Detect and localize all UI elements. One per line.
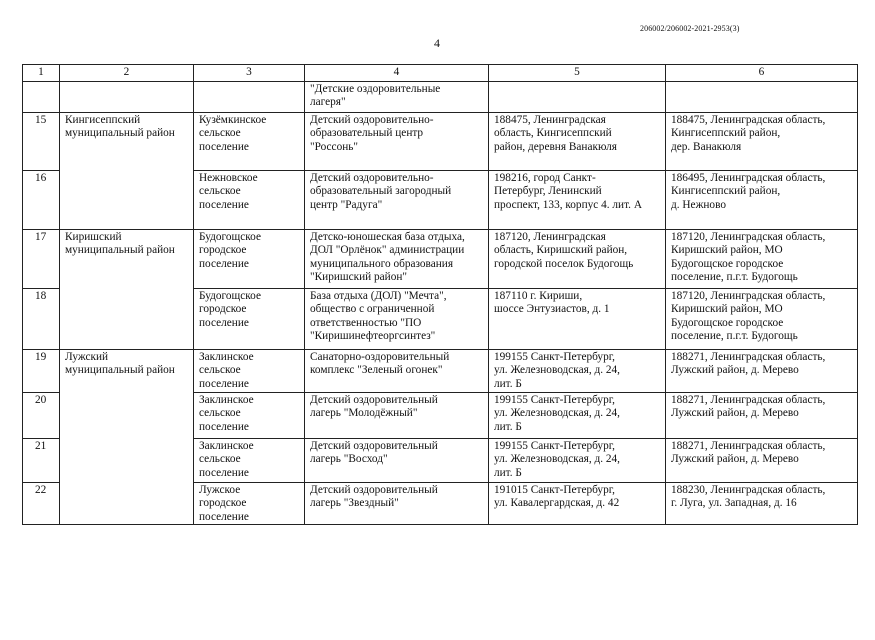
- facility-name-line: лагерь "Звездный": [310, 497, 399, 510]
- settlement: [194, 113, 305, 171]
- operator-address: [489, 439, 666, 483]
- facility-name: [305, 393, 489, 439]
- operator-address: [489, 171, 666, 230]
- facility-name-line: лагеря": [310, 96, 346, 109]
- district-line: Лужский: [65, 351, 109, 363]
- district: [60, 82, 194, 113]
- facility-name-line: образовательный загородный: [310, 185, 452, 198]
- table-row: [23, 350, 858, 393]
- operator-address-line: 199155 Санкт-Петербург,: [494, 394, 615, 406]
- operator-address-line: городской поселок Будогощь: [494, 257, 634, 270]
- row-number-line: 20: [35, 394, 47, 406]
- row-number-line: 21: [35, 440, 47, 452]
- row-number-line: 15: [35, 114, 47, 126]
- facility-name-line: "Россонь": [310, 140, 359, 153]
- row-number: [23, 439, 60, 483]
- operator-address-line: ул. Кавалергардская, д. 42: [494, 497, 620, 510]
- row-number-line: 19: [35, 351, 47, 363]
- settlement-line: поселение: [199, 198, 249, 211]
- facility-name-line: центр "Радуга": [310, 198, 383, 211]
- facility-location-line: 187120, Ленинградская область,: [671, 290, 826, 302]
- facility-location-line: 188271, Ленинградская область,: [671, 351, 826, 363]
- operator-address-line: область, Кингисеппский: [494, 127, 612, 140]
- facility-name-line: Детский оздоровительный: [310, 394, 438, 406]
- facility-name-line: ДОЛ "Орлёнок" администрации: [310, 244, 465, 257]
- district-line: Кингисеппский: [65, 114, 141, 126]
- settlement-line: сельское: [199, 127, 241, 140]
- table-row: [23, 230, 858, 289]
- facility-name: [305, 113, 489, 171]
- settlement-line: городское: [199, 244, 247, 257]
- district: [60, 350, 194, 525]
- operator-address: [489, 289, 666, 350]
- row-number: [23, 289, 60, 350]
- settlement-line: Лужское: [199, 484, 241, 496]
- operator-address-line: ул. Железноводская, д. 24,: [494, 407, 620, 420]
- row-number: [23, 483, 60, 525]
- district-line: муниципальный район: [65, 127, 175, 140]
- operator-address-line: ул. Железноводская, д. 24,: [494, 453, 620, 466]
- facility-location-line: д. Нежново: [671, 198, 726, 211]
- facility-name-line: лагерь "Молодёжный": [310, 407, 418, 420]
- facility-name: [305, 483, 489, 525]
- facility-name: [305, 350, 489, 393]
- column-header: 3: [194, 65, 305, 82]
- operator-address-line: 187120, Ленинградская: [494, 231, 606, 243]
- settlement-line: Заклинское: [199, 351, 254, 363]
- settlement-line: поселение: [199, 140, 249, 153]
- district-line: муниципальный район: [65, 244, 175, 257]
- facility-name-line: лагерь "Восход": [310, 453, 388, 466]
- facility-location: [666, 393, 858, 439]
- row-number: [23, 82, 60, 113]
- facility-name-line: общество с ограниченной: [310, 303, 435, 316]
- settlement: [194, 439, 305, 483]
- facility-location: [666, 171, 858, 230]
- facility-location-line: 188475, Ленинградская область,: [671, 114, 826, 126]
- settlement-line: городское: [199, 303, 247, 316]
- facility-location-line: 188230, Ленинградская область,: [671, 484, 826, 496]
- operator-address-line: 199155 Санкт-Петербург,: [494, 440, 615, 452]
- settlement: [194, 82, 305, 113]
- operator-address-line: 187110 г. Кириши,: [494, 290, 583, 302]
- operator-address-line: район, деревня Ванакюля: [494, 140, 617, 153]
- facility-location: [666, 350, 858, 393]
- settlement: [194, 350, 305, 393]
- settlement: [194, 289, 305, 350]
- facility-location-line: Будогощское городское: [671, 316, 784, 329]
- facility-name-line: Санаторно-оздоровительный: [310, 351, 450, 363]
- operator-address: [489, 350, 666, 393]
- facility-name: [305, 289, 489, 350]
- facility-name-line: Детский оздоровительно-: [310, 172, 434, 184]
- facility-location-line: Лужский район, д. Мерево: [671, 453, 799, 466]
- settlement-line: Заклинское: [199, 394, 254, 406]
- facility-name-line: муниципального образования: [310, 257, 454, 270]
- settlement-line: Нежновское: [199, 172, 258, 184]
- facility-name-line: "Детские оздоровительные: [310, 83, 441, 95]
- facility-name-line: База отдыха (ДОЛ) "Мечта",: [310, 290, 447, 302]
- facility-name-line: Детский оздоровительно-: [310, 114, 434, 126]
- operator-address-line: 191015 Санкт-Петербург,: [494, 484, 615, 496]
- facility-location: [666, 289, 858, 350]
- facility-name-line: Детский оздоровительный: [310, 440, 438, 452]
- settlement-line: поселение: [199, 466, 249, 479]
- facility-location-line: 188271, Ленинградская область,: [671, 394, 826, 406]
- operator-address-line: область, Киришский район,: [494, 244, 628, 257]
- row-number: [23, 113, 60, 171]
- facility-location: [666, 230, 858, 289]
- district: [60, 230, 194, 350]
- settlement-line: сельское: [199, 453, 241, 466]
- facility-location-line: поселение, п.г.т. Будогощь: [671, 330, 798, 343]
- facility-location: [666, 113, 858, 171]
- facility-location: [666, 483, 858, 525]
- settlement-line: сельское: [199, 185, 241, 198]
- facility-location-line: 188271, Ленинградская область,: [671, 440, 826, 452]
- row-number-line: 18: [35, 290, 47, 302]
- settlement: [194, 483, 305, 525]
- column-header: 1: [23, 65, 60, 82]
- operator-address-line: 199155 Санкт-Петербург,: [494, 351, 615, 363]
- column-header: 2: [60, 65, 194, 82]
- facility-name-line: Детский оздоровительный: [310, 484, 438, 496]
- operator-address: [489, 82, 666, 113]
- row-number: [23, 350, 60, 393]
- facility-name: [305, 171, 489, 230]
- facility-location-line: Лужский район, д. Мерево: [671, 364, 799, 377]
- facility-name-line: Детско-юношеская база отдыха,: [310, 231, 465, 243]
- operator-address-line: лит. Б: [494, 420, 522, 433]
- settlement: [194, 230, 305, 289]
- row-number-line: 17: [35, 231, 47, 243]
- table-row: [23, 113, 858, 171]
- operator-address-line: 198216, город Санкт-: [494, 172, 596, 184]
- column-header: 6: [666, 65, 858, 82]
- operator-address-line: ул. Железноводская, д. 24,: [494, 364, 620, 377]
- operator-address-line: 188475, Ленинградская: [494, 114, 606, 126]
- facility-location-line: 186495, Ленинградская область,: [671, 172, 826, 184]
- district-line: муниципальный район: [65, 364, 175, 377]
- operator-address-line: лит. Б: [494, 466, 522, 479]
- row-number-line: 16: [35, 172, 47, 184]
- operator-address-line: Петербург, Ленинский: [494, 185, 602, 198]
- column-header: 4: [305, 65, 489, 82]
- facility-location-line: Будогощское городское: [671, 257, 784, 270]
- settlement-line: сельское: [199, 407, 241, 420]
- facility-name-line: комплекс "Зеленый огонек": [310, 364, 443, 377]
- operator-address-line: шоссе Энтузиастов, д. 1: [494, 303, 610, 316]
- page-number: 4: [434, 36, 440, 50]
- facility-name-line: ответственностью "ПО: [310, 316, 422, 329]
- row-number: [23, 171, 60, 230]
- settlement-line: Кузёмкинское: [199, 114, 267, 126]
- settlement: [194, 393, 305, 439]
- facility-location-line: Лужский район, д. Мерево: [671, 407, 799, 420]
- settlement: [194, 171, 305, 230]
- facility-location-line: дер. Ванакюля: [671, 140, 742, 153]
- settlement-line: поселение: [199, 257, 249, 270]
- facility-location-line: г. Луга, ул. Западная, д. 16: [671, 497, 797, 510]
- facility-location-line: поселение, п.г.т. Будогощь: [671, 271, 798, 284]
- district-line: Киришский: [65, 231, 122, 243]
- settlement-line: Будогощское: [199, 290, 261, 302]
- facility-location-line: 187120, Ленинградская область,: [671, 231, 826, 243]
- settlement-line: поселение: [199, 510, 249, 523]
- settlement-line: Будогощское: [199, 231, 261, 243]
- operator-address-line: проспект, 133, корпус 4. лит. А: [494, 198, 642, 211]
- facility-location: [666, 82, 858, 113]
- facility-name: [305, 230, 489, 289]
- facility-location-line: Киришский район, МО: [671, 303, 783, 316]
- settlement-line: поселение: [199, 420, 249, 433]
- settlement-line: поселение: [199, 316, 249, 329]
- operator-address: [489, 113, 666, 171]
- facility-location-line: Киришский район, МО: [671, 244, 783, 257]
- continuation-row: [23, 82, 858, 113]
- column-header: 5: [489, 65, 666, 82]
- settlement-line: городское: [199, 497, 247, 510]
- settlement-line: Заклинское: [199, 440, 254, 452]
- facility-name: [305, 82, 489, 113]
- facilities-table: [22, 64, 858, 525]
- facility-name: [305, 439, 489, 483]
- facility-location: [666, 439, 858, 483]
- operator-address: [489, 483, 666, 525]
- settlement-line: сельское: [199, 364, 241, 377]
- facility-name-line: "Киришский район": [310, 271, 408, 284]
- row-number-line: 22: [35, 484, 47, 496]
- row-number: [23, 393, 60, 439]
- operator-address-line: лит. Б: [494, 377, 522, 390]
- facility-location-line: Кингисеппский район,: [671, 127, 781, 140]
- operator-address: [489, 230, 666, 289]
- document-id: 206002/206002-2021-2953(3): [640, 24, 740, 33]
- row-number: [23, 230, 60, 289]
- facility-location-line: Кингисеппский район,: [671, 185, 781, 198]
- operator-address: [489, 393, 666, 439]
- settlement-line: поселение: [199, 377, 249, 390]
- facility-name-line: образовательный центр: [310, 127, 424, 140]
- column-number-row: [23, 65, 858, 82]
- facility-name-line: "Киришинефтеоргсинтез": [310, 330, 436, 343]
- district: [60, 113, 194, 230]
